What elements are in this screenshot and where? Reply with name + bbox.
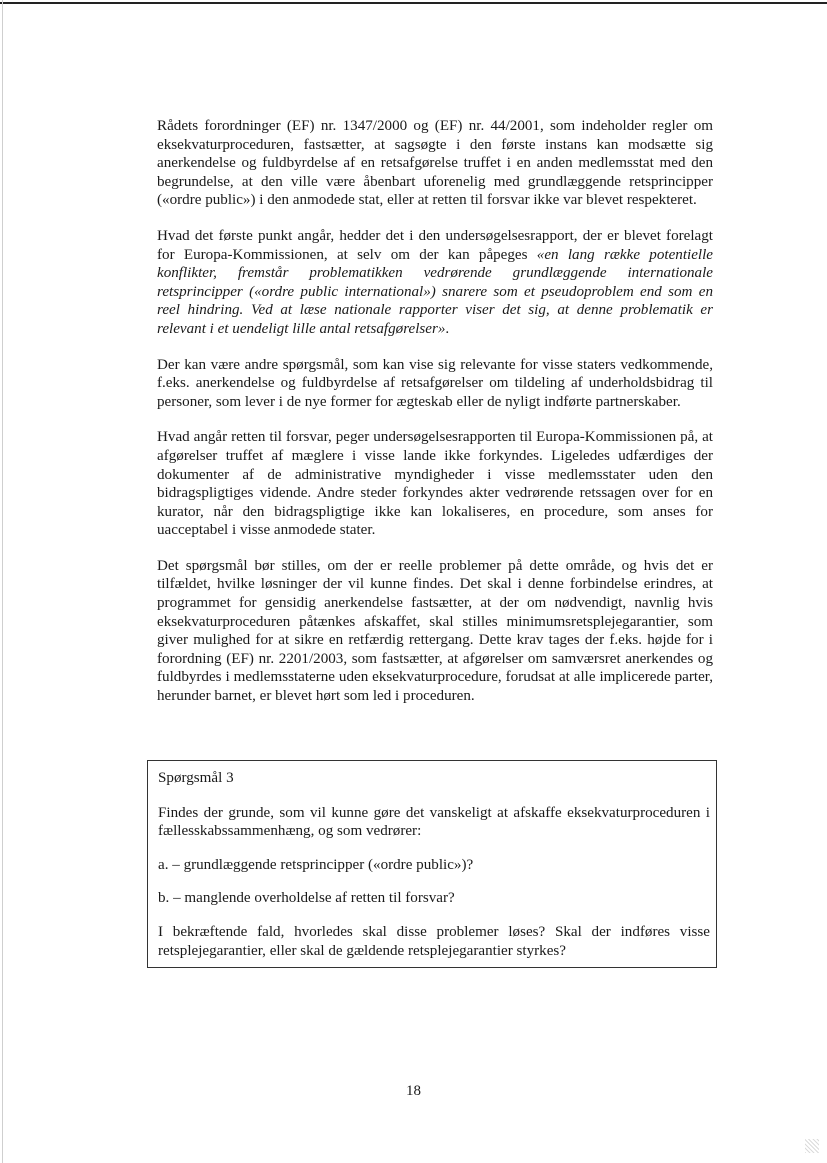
document-body [157,117,713,723]
paragraph-real-problems: Det spørgsmål bør stilles, om der er reelle problemer på dette område, og hvis det er tilfældet, hvilke løsninger der vil kunne findes. Det skal i denne forbindelse erindres, at programmet for gensidig anerkendelse fastsætter, at der om nødvendigt, navnlig hvis eksekvaturproceduren påtænkes afskaffet, skal stilles minimumsretsplejegarantier, som giver mulighed for at sikre en retfærdig rettergang. Dette krav tages der f.eks. højde for i forordning (EF) nr. 2201/2003, som fastsætter, at afgørelser om samværsret anerkendes og fuldbyrdes i medlemsstaterne uden eksekvaturprocedure, forudsat at alle implicerede parter, herunder barnet, er blevet hørt som led i proceduren. [157,557,713,705]
question-item-b: b. – manglende overholdelse af retten til forsvar? [158,890,455,907]
paragraph-regulations: Rådets forordninger (EF) nr. 1347/2000 og (EF) nr. 44/2001, som indeholder regler om eksekvaturproceduren, fastsætter, at sagsøgte i den første instans kan modsætte sig anerkendelse og fuldbyrdelse af en retsafgørelse truffet i en anden medlemsstat med den begrundelse, at den ville være åbenbart uforenelig med grundlæggende retsprincipper («ordre public») i den anmodede stat, eller at retten til forsvar ikke var blevet respekteret. [157,118,713,209]
question-title: Spørgsmål 3 [158,770,234,786]
question-box-content [158,769,710,975]
paragraph-first-point-tail: . [445,320,450,337]
question-box [147,760,717,968]
question-intro: Findes der grunde, som vil kunne gøre det vanskeligt at afskaffe eksekvaturproceduren i fællesskabssammenhæng, og som vedrører: [158,804,710,840]
question-item-a: a. – grundlæggende retsprincipper («ordre public»)? [158,856,474,873]
scan-artifact [805,1139,819,1153]
paragraph-first-point-quote: «en lang række potentielle konflikter, fremstår problematikken vedrørende grundlæggende internationale retsprincipper («ordre public international») snarere som et pseudoproblem end som en reel hindring. Ved at læse nationale rapporter viser det sig, at denne problematik er relevant i et uendeligt lille antal retsafgørelser» [157,246,714,337]
paragraph-first-point-text: Hvad det første punkt angår, hedder det i den undersøgelsesrapport, der er blevet forelagt for Europa-Kommissionen, at selv om der kan påpeges [157,227,713,263]
left-scan-edge [2,0,3,1163]
top-edge-rule [0,2,827,4]
question-closing: I bekræftende fald, hvorledes skal disse problemer løses? Skal der indføres visse retsplejegarantier, eller skal de gældende retsplejegarantier styrkes? [158,923,710,959]
paragraph-other-questions: Der kan være andre spørgsmål, som kan vise sig relevante for visse staters vedkommende, f.eks. anerkendelse og fuldbyrdelse af retsafgørelser om tildeling af underholdsbidrag til personer, som lever i de nye former for ægteskab eller de nyligt indførte partnerskaber. [157,356,713,410]
page-number: 18 [406,1083,421,1099]
paragraph-right-of-defence: Hvad angår retten til forsvar, peger undersøgelsesrapporten til Europa-Kommissionen på, at afgørelser truffet af mæglere i visse lande ikke forkyndes. Ligeledes udfærdiges der dokumenter af de administrative myndigheder i visse medlemsstater uden den bidragspligtiges vidende. Andre steder forkyndes akter vedrørende retssagen over for en kurator, når den bidragspligtige ikke kan lokaliseres, en procedure, som anses for uacceptabel i visse anmodede stater. [157,429,713,539]
paragraph-first-point [157,227,713,339]
